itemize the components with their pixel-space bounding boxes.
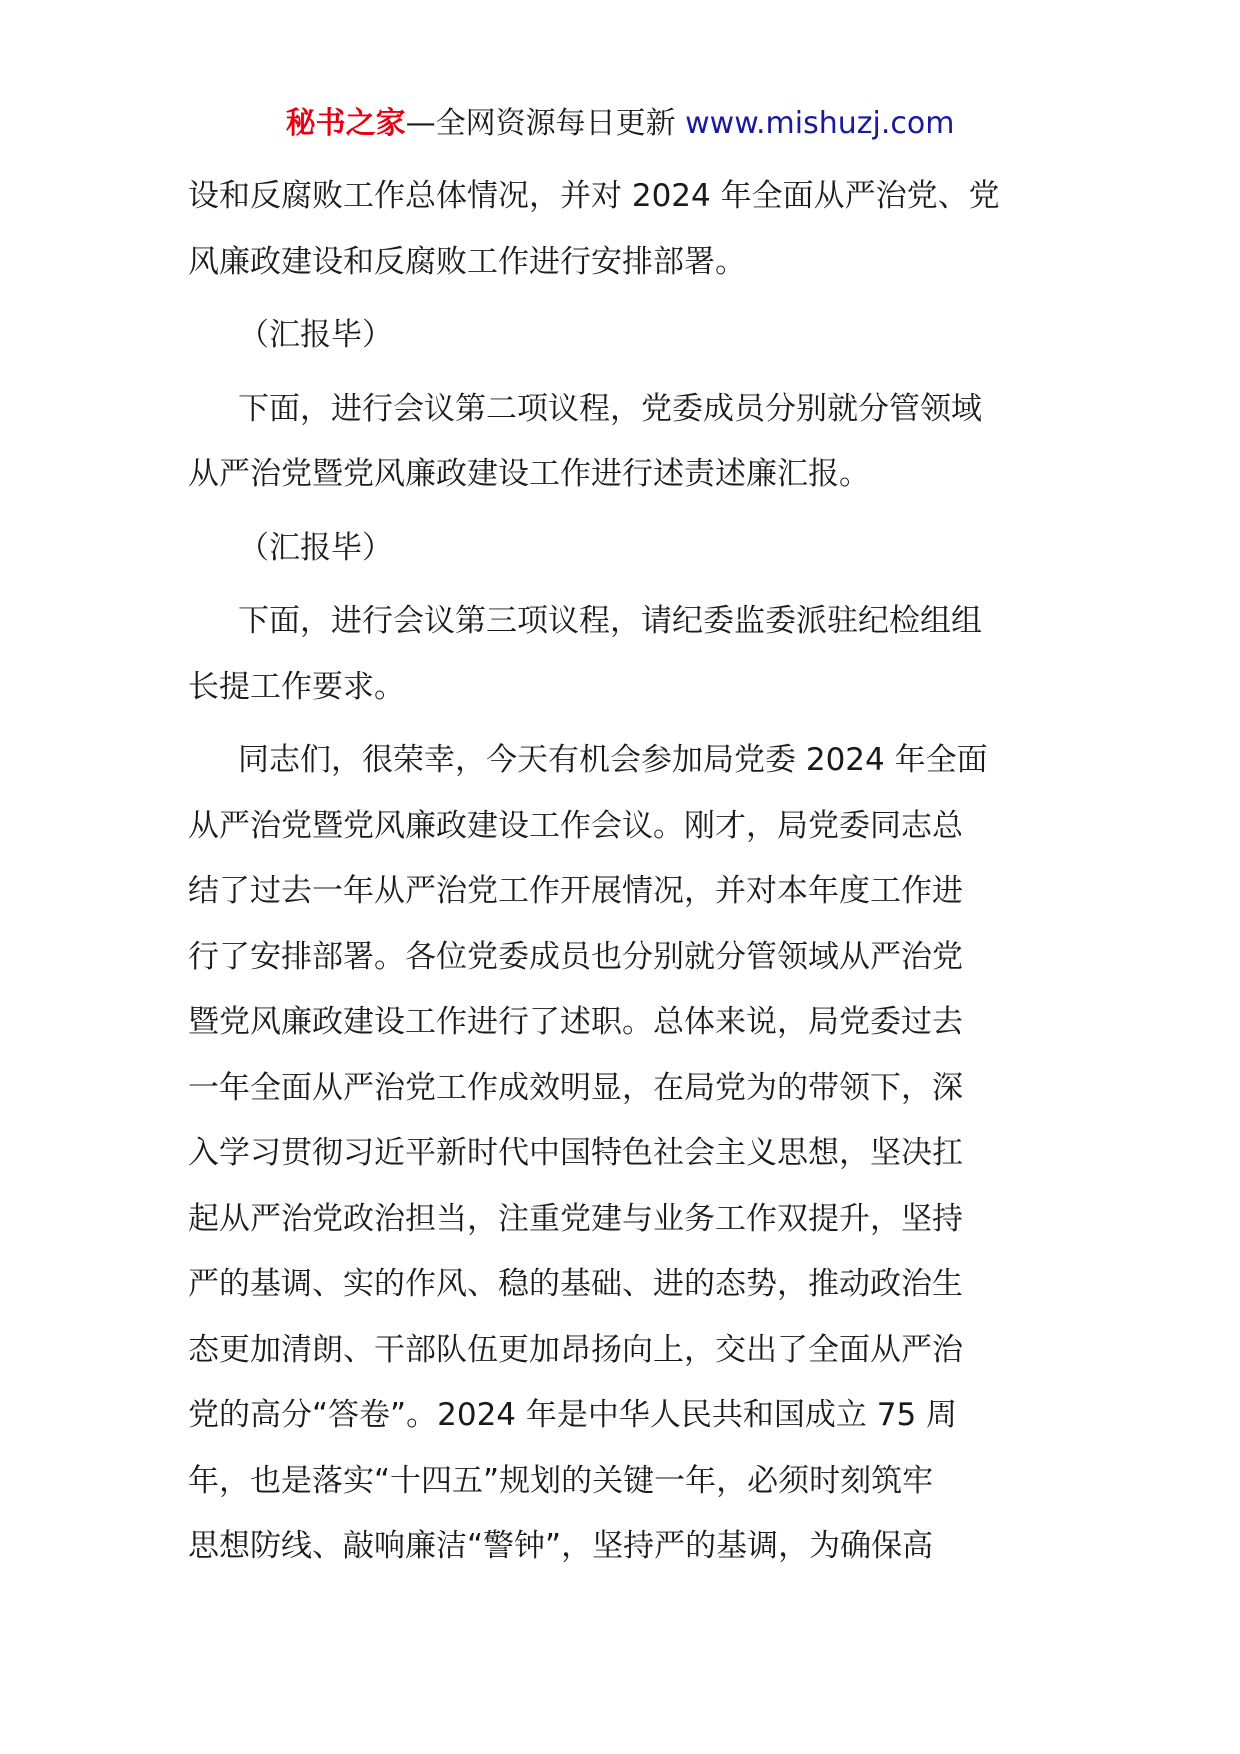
text-line: （汇报毕） xyxy=(238,317,393,353)
paragraph xyxy=(188,728,1068,1580)
text-line: 从严治党暨党风廉政建设工作进行述责述廉汇报。 xyxy=(188,456,870,492)
text-line: 下面，进行会议第二项议程，党委成员分别就分管领域 xyxy=(238,390,982,427)
paragraph xyxy=(188,589,1068,720)
text-line: 从严治党暨党风廉政建设工作会议。刚才，局党委同志总 xyxy=(188,807,963,844)
header-tagline: —全网资源每日更新 xyxy=(405,106,676,141)
paragraph xyxy=(188,303,1068,369)
paragraph xyxy=(188,516,1068,582)
document-header xyxy=(0,104,1240,144)
text-line: 态更加清朗、干部队伍更加昂扬向上，交出了全面从严治 xyxy=(188,1331,963,1368)
text-line: 思想防线、敲响廉洁“警钟”，坚持严的基调，为确保高 xyxy=(188,1528,934,1564)
text-line: 暨党风廉政建设工作进行了述职。总体来说，局党委过去 xyxy=(188,1004,963,1040)
website-link[interactable]: www.mishuzj.com xyxy=(685,106,955,141)
document-body xyxy=(188,164,1068,1580)
paragraph xyxy=(188,377,1068,508)
text-line: 入学习贯彻习近平新时代中国特色社会主义思想，坚决扛 xyxy=(188,1135,963,1171)
text-line: 风廉政建设和反腐败工作进行安排部署。 xyxy=(188,243,746,280)
text-line: 结了过去一年从严治党工作开展情况，并对本年度工作进 xyxy=(188,873,963,909)
text-line: 长提工作要求。 xyxy=(188,668,405,705)
text-line: 起从严治党政治担当，注重党建与业务工作双提升，坚持 xyxy=(188,1200,963,1237)
text-line: 下面，进行会议第三项议程，请纪委监委派驻纪检组组 xyxy=(238,603,982,639)
text-line: 党的高分“答卷”。2024 年是中华人民共和国成立 75 周 xyxy=(188,1397,958,1433)
brand-name: 秘书之家 xyxy=(285,106,406,141)
text-line: 设和反腐败工作总体情况，并对 2024 年全面从严治党、党 xyxy=(188,178,1000,214)
paragraph xyxy=(188,164,1068,295)
text-line: 严的基调、实的作风、稳的基础、进的态势，推动政治生 xyxy=(188,1266,963,1302)
text-line: 行了安排部署。各位党委成员也分别就分管领域从严治党 xyxy=(188,938,963,975)
text-line: 年，也是落实“十四五”规划的关键一年，必须时刻筑牢 xyxy=(188,1462,934,1499)
text-line: 同志们，很荣幸，今天有机会参加局党委 2024 年全面 xyxy=(238,742,988,778)
text-line: （汇报毕） xyxy=(238,529,393,566)
text-line: 一年全面从严治党工作成效明显，在局党为的带领下，深 xyxy=(188,1069,963,1106)
